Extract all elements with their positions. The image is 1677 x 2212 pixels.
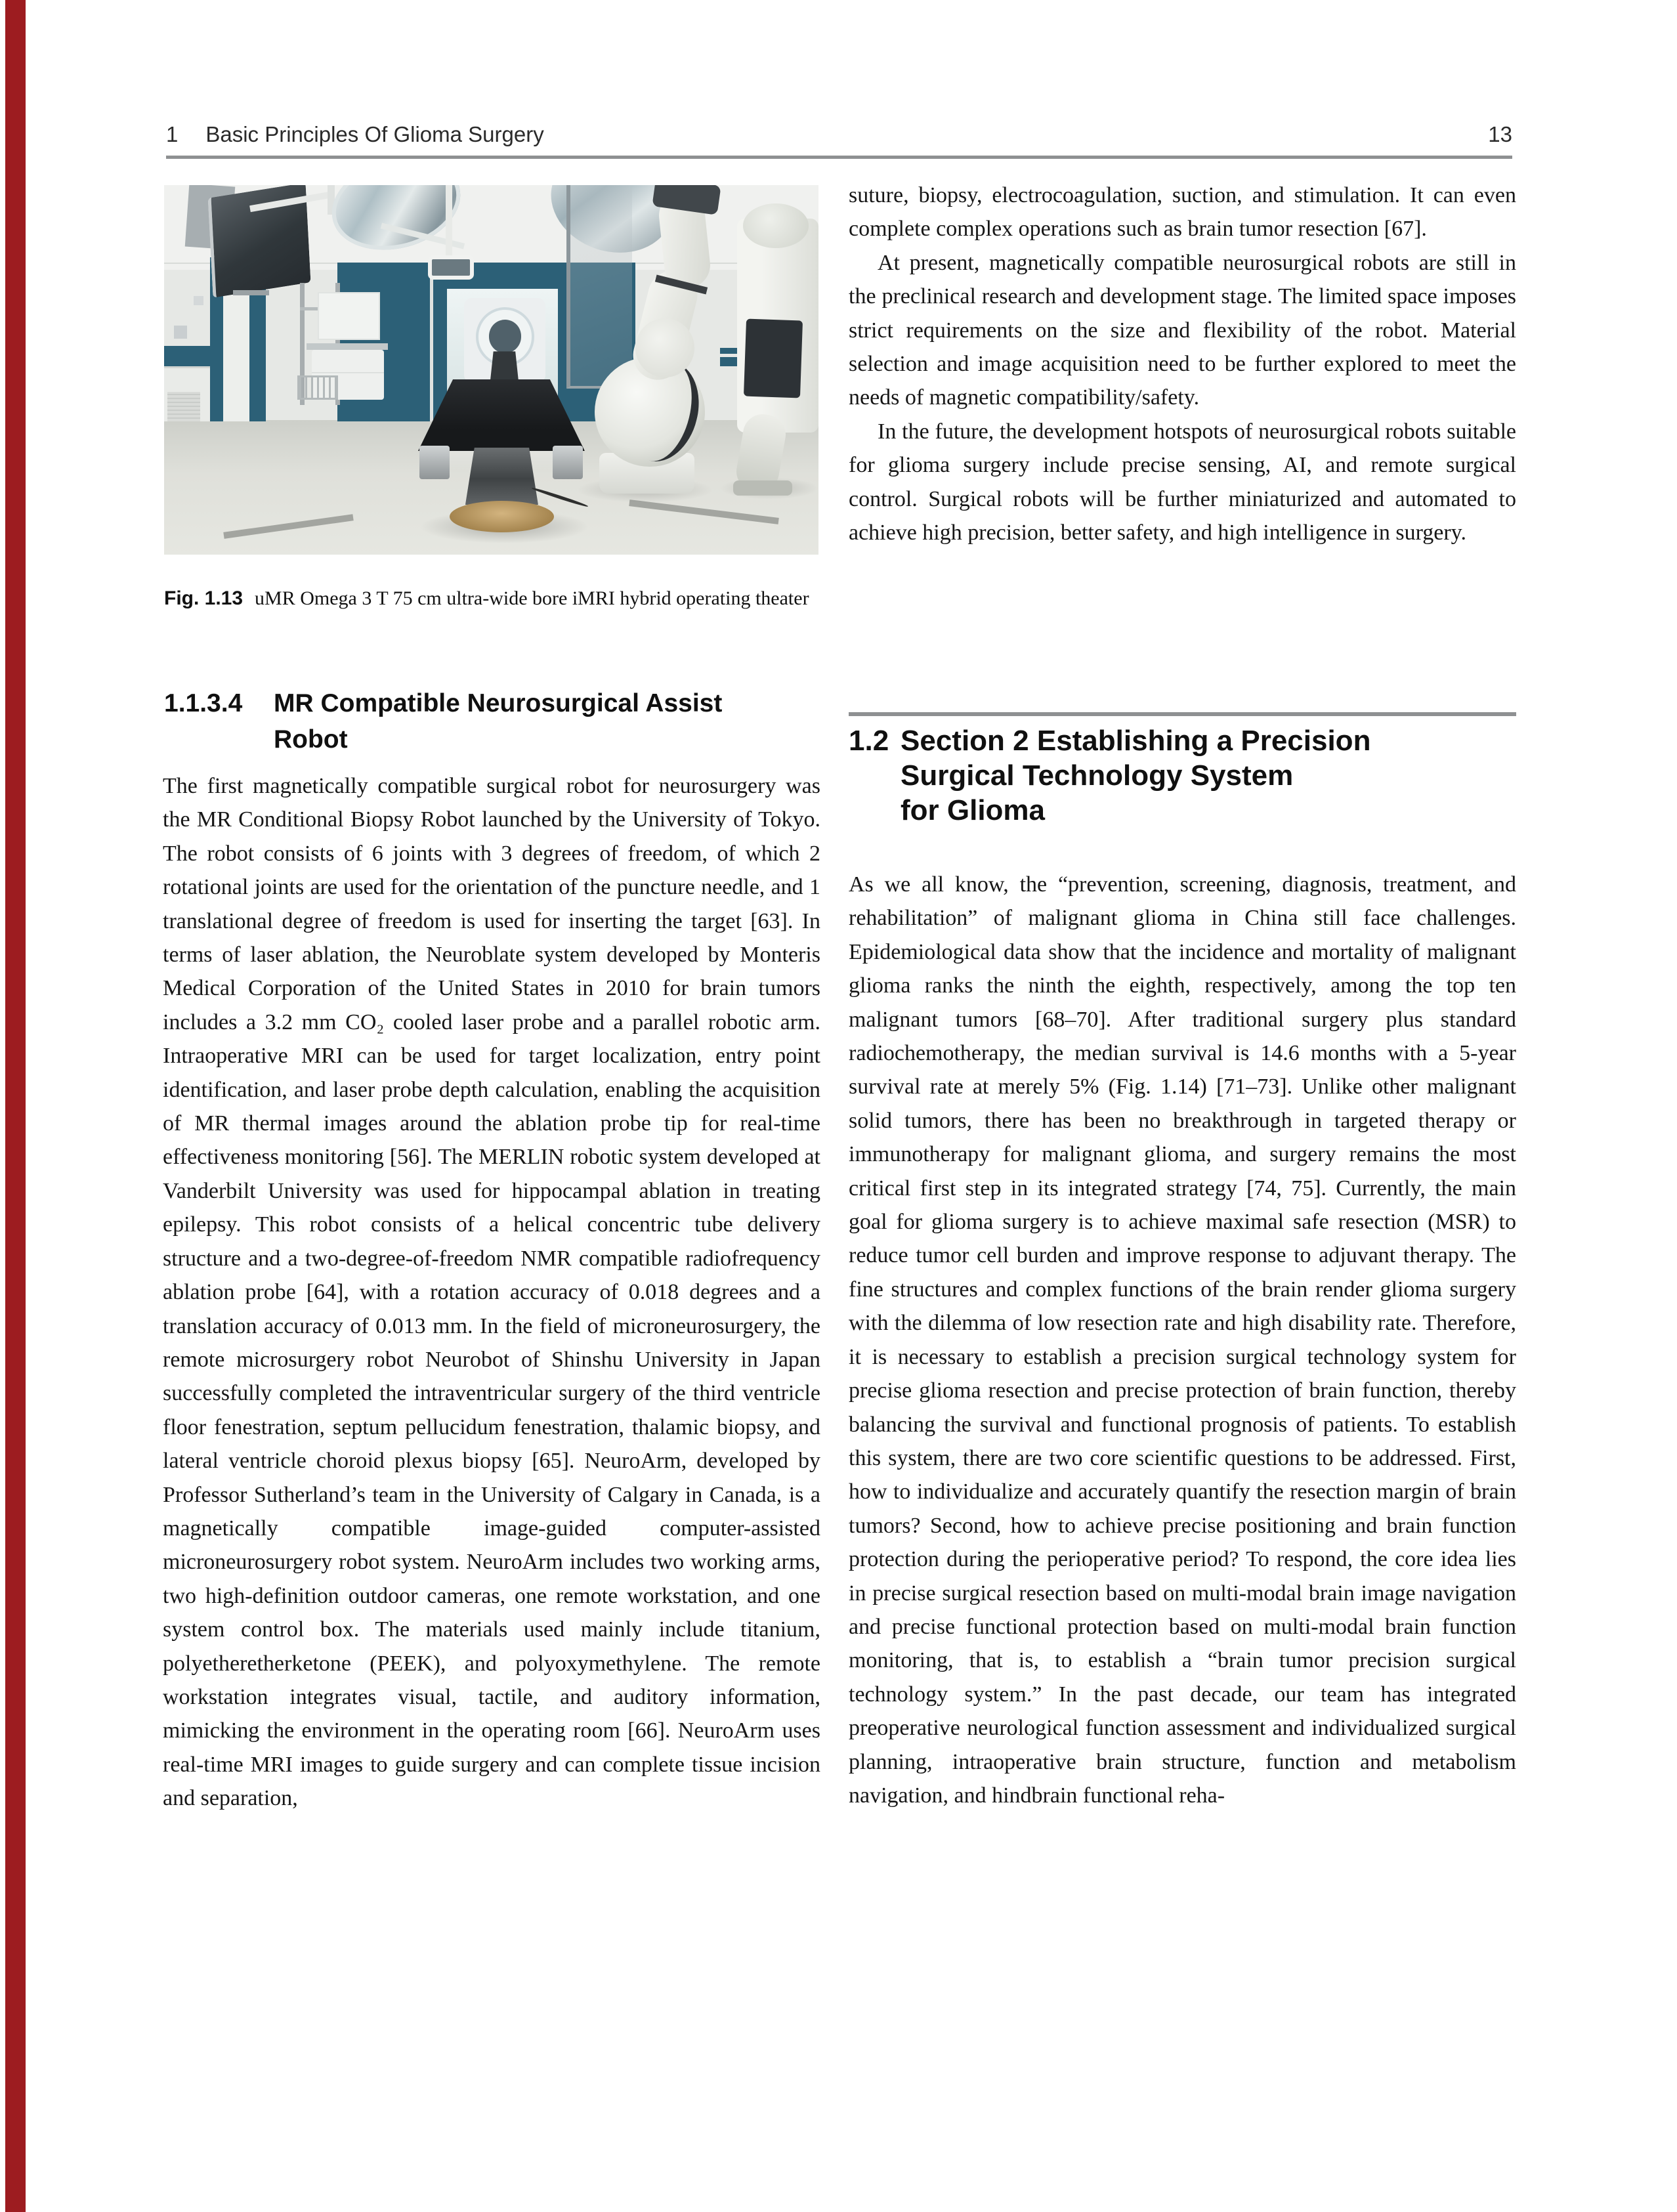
shield-panel bbox=[566, 185, 632, 389]
section-title: MR Compatible Neurosurgical Assist Robot bbox=[274, 689, 723, 754]
page-edge-accent-bar bbox=[5, 0, 26, 2212]
page-header bbox=[166, 122, 1512, 147]
right-column-top bbox=[849, 179, 1516, 549]
page-number: 13 bbox=[1488, 122, 1512, 146]
table-bracket-left bbox=[419, 446, 450, 479]
figure-caption-text: uMR Omega 3 T 75 cm ultra-wide bore iMRI hybrid operating theater bbox=[255, 587, 809, 609]
paragraph: As we all know, the “prevention, screening, diagnosis, treatment, and rehabilitation” of malignant glioma in China still face challenges. Epidemiological data show that the incidence and mortality of malignant glioma ranks the ninth the eighth, respectively, among the top ten malignant tumors [68–70]. After traditional surgery plus standard radiochemotherapy, the median survival is 14.6 months with a 5-year survival rate at merely 5% (Fig. 1.14) [71–73]. Unlike other malignant solid tumors, there has been no breakthrough in targeted therapy or immunotherapy for malignant glioma, and surgery remains the most critical first step in its integrated strategy [74, 75]. Currently, the main goal for glioma surgery is to achieve maximal safe resection (MSR) to reduce tumor cell burden and improve response to adjuvant therapy. The fine structures and complex functions of the brain render glioma surgery with the dilemma of low resection rate and high disability rate. Therefore, it is necessary to establish a precision surgical technology system for precise glioma resection and precise protection of brain function, thereby balancing the survival and functional prognosis of patients. To establish this system, there are two core scientific questions to be addressed. First, how to individualize and accurately quantify the resection margin of brain tumors? Second, how to achieve precise positioning and brain function protection during the perioperative period? To respond, the core idea lies in precise surgical resection based on multi-modal brain image navigation and precise functional protection based on multi-modal brain function monitoring, that is, to establish a “brain tumor precision surgical technology system.” In the past decade, our team has integrated preoperative neurological function assessment and individualized surgical planning, intraoperative brain structure, function and metabolism navigation, and hindbrain functional reha- bbox=[849, 872, 1516, 1808]
header-rule bbox=[166, 156, 1512, 159]
radiator-grille bbox=[167, 392, 200, 421]
section-number: 1.2 bbox=[849, 725, 889, 757]
door-seam bbox=[430, 263, 433, 421]
monitor-hook bbox=[233, 290, 269, 295]
paragraph: In the future, the development hotspots of neurosurgical robots suitable for glioma surgery include precise sensing, AI, and remote surgical control. Surgical robots will be further miniaturized and automated to achieve high precision, better safety, and high intelligence in surgery. bbox=[849, 419, 1516, 545]
robot-wrist-joint bbox=[635, 318, 694, 377]
chapter-number: 1 bbox=[166, 122, 179, 146]
table-pedestal bbox=[464, 448, 540, 505]
column-robot-screen bbox=[744, 319, 803, 398]
ceiling-camera bbox=[428, 255, 474, 280]
wall-cabinet bbox=[318, 292, 380, 340]
section-title: Section 2 Establishing a Precision Surgical Technology System for Glioma bbox=[901, 725, 1371, 826]
section-number: 1.1.3.4 bbox=[164, 689, 243, 717]
table-bracket-right bbox=[553, 446, 583, 479]
column-robot-joint bbox=[743, 203, 809, 248]
chapter-title: Basic Principles Of Glioma Surgery bbox=[205, 122, 544, 146]
paragraph: The first magnetically compatible surgical robot for neurosurgery was the MR Conditional Biopsy Robot launched by the University of Tokyo. The robot consists of 6 joints with 3 degrees of freedom, of which 2 rotational joints are used for the orientation of the puncture needle, and 1 translational degree of freedom is used for inserting the target [63]. In terms of laser ablation, the Neuroblate system developed by Monteris Medical Corporation of the United States in 2010 for brain tumors includes a 3.2 mm CO₂ cooled laser probe and a parallel robotic arm. Intraoperative MRI can be used for target localization, entry point identification, and laser probe depth calculation, enabling the acquisition of MR thermal images around the ablation probe tip for real-time effectiveness monitoring [56]. The MERLIN robotic system developed at Vanderbilt University was used for hippocampal ablation in treating epilepsy. This robot consists of a helical concentric tube delivery structure and a two-degree-of-freedom NMR compatible radiofrequency ablation probe [64], with a rotation accuracy of 0.018 degrees and a translation accuracy of 0.013 mm. In the field of microneurosurgery, the remote microsurgery robot Neurobot of Shinshu University in Japan successfully completed the intraventricular surgery of the third ventricle floor fenestration, septum pellucidum fenestration, thalamic biopsy, and lateral ventricle choroid plexus biopsy [65]. NeuroArm, developed by Professor Sutherland’s team in the University of Calgary in Canada, is a magnetically compatible image-guided computer-assisted microneurosurgery robot system. NeuroArm includes two working arms, two high-definition outdoor cameras, one remote workstation, and one system control box. The materials used mainly include titanium, polyetheretherketone (PEEK), and polyoxymethylene. The remote workstation integrates visual, tactile, and auditory information, mimicking the environment in the operating room [66]. NeuroArm uses real-time MRI images to guide surgery and can complete tissue incision and separation, bbox=[163, 774, 820, 1811]
cart-basket bbox=[297, 375, 338, 400]
mri-bore-hole bbox=[489, 320, 522, 353]
figure-caption bbox=[164, 584, 823, 614]
wall-switch-2 bbox=[194, 296, 203, 305]
right-column-bottom bbox=[849, 868, 1516, 1812]
paragraph: At present, magnetically compatible neurosurgical robots are still in the preclinical research and development stage. The limited space imposes strict requirements on the size and flexibility of the robot. Material selection and image acquisition need to be further explored to meet the needs of magnetic compatibility/safety. bbox=[849, 250, 1516, 410]
wall-switch-1 bbox=[174, 326, 187, 339]
figure-label: Fig. 1.13 bbox=[164, 587, 244, 609]
column-robot-foot bbox=[733, 480, 792, 496]
figure-image bbox=[164, 185, 818, 555]
cart-shelf bbox=[307, 343, 388, 350]
light-pole bbox=[446, 185, 452, 259]
left-column bbox=[163, 769, 820, 1816]
table-base-plate bbox=[450, 501, 555, 532]
teal-wainscot-left bbox=[164, 346, 210, 366]
section-rule bbox=[849, 712, 1516, 716]
section-heading-1-2 bbox=[849, 723, 1516, 828]
section-heading-1-1-3-4 bbox=[164, 685, 820, 757]
paragraph: suture, biopsy, electrocoagulation, suction, and stimulation. It can even complete complex operations such as brain tumor resection [67]. bbox=[849, 183, 1516, 242]
